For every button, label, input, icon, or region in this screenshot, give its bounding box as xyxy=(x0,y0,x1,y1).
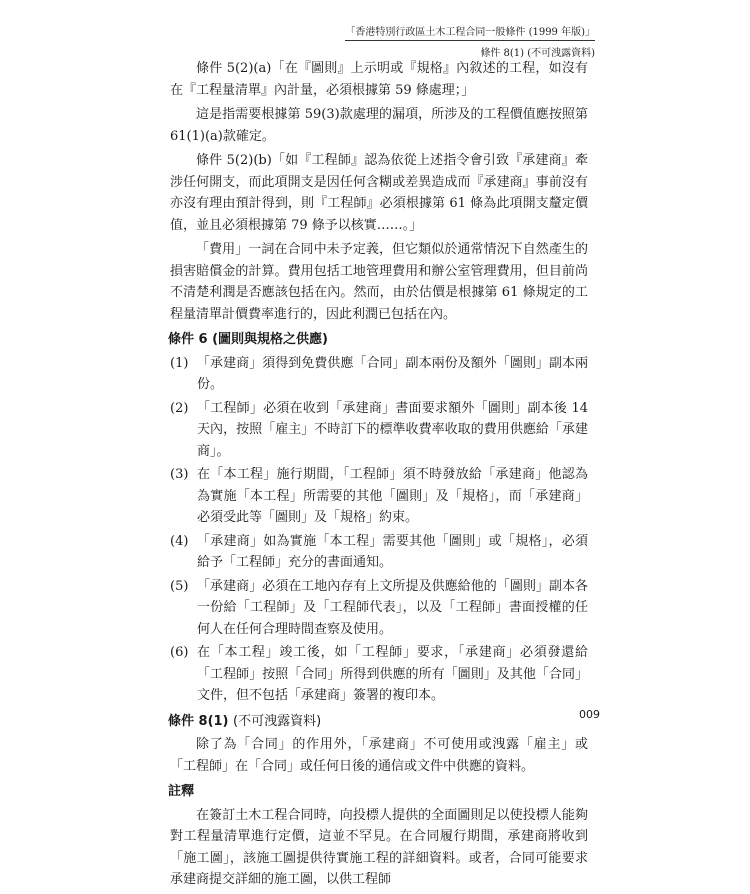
paragraph-clause-5-2-a-note: 這是指需要根據第 59(3)款處理的漏項，所涉及的工程價值應按照第 61(1)(a)款確定。 xyxy=(170,107,588,144)
section-8-heading xyxy=(168,711,588,733)
list-item-number: (2) xyxy=(170,400,189,416)
list-item-text: 「工程師」必須在收到「承建商」書面要求額外「圖則」副本後 14 天內，按照「雇主」不時訂下的標準收費率收取的費用供應給「承建商」。 xyxy=(197,400,588,459)
page-body xyxy=(170,58,588,894)
paragraph-notes: 在簽訂土木工程合同時，向投標人提供的全面圖則足以使投標人能夠對工程量清單進行定價，這並不罕見。在合同履行期間，承建商將收到「施工圖」，該施工圖提供待實施工程的詳細資料。或者，合同可能要求承建商提交詳細的施工圖，以供工程師 xyxy=(170,807,588,887)
page-number: 009 xyxy=(579,708,600,721)
section-6-heading: 條件 6 (圖則與規格之供應) xyxy=(168,332,328,347)
list-item xyxy=(170,353,588,396)
list-item-number: (5) xyxy=(170,578,189,594)
section-8-title: 條件 8(1) xyxy=(168,713,229,729)
list-item xyxy=(170,531,588,574)
list-item xyxy=(170,464,588,529)
paragraph-section-8: 除了為「合同」的作用外，「承建商」不可使用或洩露「雇主」或「工程師」在「合同」或任何日後的通信或文件中供應的資料。 xyxy=(170,737,588,774)
list-item-text: 在「本工程」施行期間，「工程師」須不時發放給「承建商」他認為為實施「本工程」所需要的其他「圖則」及「規格」，而「承建商」必須受此等「圖則」及「規格」約束。 xyxy=(197,467,588,525)
list-item-number: (3) xyxy=(170,467,189,482)
list-item xyxy=(170,642,588,707)
notes-heading: 註釋 xyxy=(168,784,195,799)
paragraph-clause-5-2-a: 條件 5(2)(a)「在『圖則』上示明或『規格』內敘述的工程，如沒有在『工程量清單』內計量，必須根據第 59 條處理；」 xyxy=(170,61,588,98)
list-item xyxy=(170,398,588,463)
header-title: 「香港特別行政區土木工程合同一般條件 (1999 年版)」 xyxy=(345,23,595,41)
list-item-number: (6) xyxy=(170,645,189,660)
list-item-number: (1) xyxy=(170,355,189,371)
list-item-text: 「承建商」必須在工地內存有上文所提及供應給他的「圖則」副本各一份給「工程師」及「工程師代表」，以及「工程師」書面授權的任何人在任何合理時間查察及使用。 xyxy=(197,578,588,637)
running-header xyxy=(345,20,595,59)
list-item-text: 「承建商」須得到免費供應「合同」副本兩份及額外「圖則」副本兩份。 xyxy=(197,355,588,392)
list-item-number: (4) xyxy=(170,533,189,549)
paragraph-clause-5-2-b: 條件 5(2)(b)「如『工程師』認為依從上述指令會引致『承建商』牽涉任何開支，而此項開支是因任何含糊或差異造成而『承建商』事前沒有亦沒有理由預計得到，則『工程師』必須根據第 61 條為此項開支釐定價值，並且必須根據第 79 條予以核實……。」 xyxy=(170,153,588,233)
header-subtitle: 條件 8(1) (不可洩露資料) xyxy=(480,48,595,59)
section-8-subtitle: (不可洩露資料) xyxy=(233,713,322,729)
list-item-text: 「承建商」如為實施「本工程」需要其他「圖則」或「規格」，必須給予「工程師」充分的書面通知。 xyxy=(197,533,588,570)
list-item xyxy=(170,576,588,641)
paragraph-cost-definition: 「費用」一詞在合同中未予定義，但它類似於通常情況下自然產生的損害賠償金的計算。費用包括工地管理費用和辦公室管理費用，但目前尚不清楚利潤是否應該包括在內。然而，由於估價是根據第 61 條規定的工程量清單計價費率進行的，因此利潤已包括在內。 xyxy=(170,242,588,322)
list-item-text: 在「本工程」竣工後，如「工程師」要求，「承建商」必須發還給「工程師」按照「合同」所得到供應的所有「圖則」及其他「合同」文件，但不包括「承建商」簽署的複印本。 xyxy=(197,645,588,703)
